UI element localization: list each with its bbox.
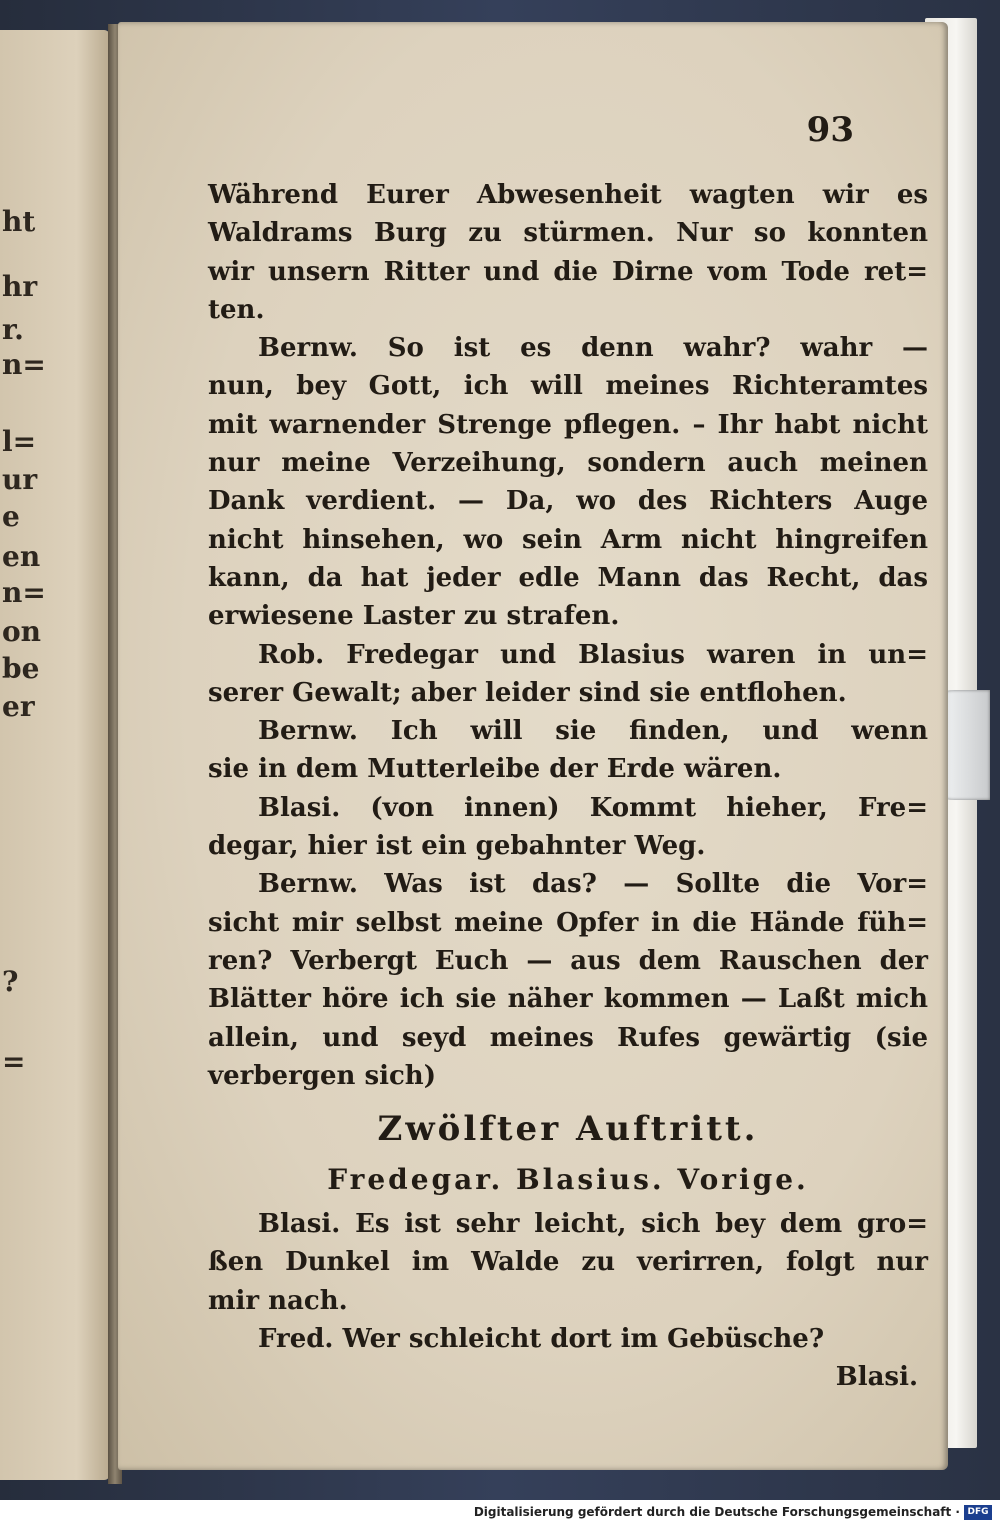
text-line: verbergen sich)	[208, 1060, 436, 1091]
text-line: kann, da hat jeder edle Mann das Recht, das	[208, 562, 928, 593]
funding-notice: Digitalisierung gefördert durch die Deutsche Forschungsgemeinschaft ·	[473, 1505, 960, 1519]
text-line: nur meine Verzeihung, sondern auch meinen	[208, 448, 928, 479]
text-line: mir nach.	[208, 1285, 348, 1316]
body-text	[208, 176, 928, 1397]
text-line: Während Eurer Abwesenheit wagten wir es	[208, 180, 928, 210]
text-line: Bernw. So ist es denn wahr? wahr —	[258, 333, 928, 364]
text-line: Rob. Fredegar und Blasius waren in un=	[258, 639, 928, 670]
margin-fragment: n=	[2, 348, 46, 381]
margin-fragment: on	[2, 615, 42, 648]
text-line: Waldrams Burg zu stürmen. Nur so konnten	[208, 218, 928, 249]
text-line: ßen Dunkel im Walde zu verirren, folgt nur	[208, 1247, 928, 1278]
margin-fragment: r.	[2, 313, 24, 346]
text-line: ren? Verbergt Euch — aus dem Rauschen der	[208, 945, 928, 976]
text-line: Blasi. Es ist sehr leicht, sich bey dem gro=	[258, 1209, 928, 1240]
margin-fragment: =	[2, 1045, 26, 1078]
margin-fragment: e	[2, 500, 20, 533]
margin-fragment: hr	[2, 270, 38, 303]
margin-fragment: ?	[2, 965, 19, 998]
catchword: Blasi.	[835, 1362, 918, 1393]
text-line: Bernw. Was ist das? — Sollte die Vor=	[258, 869, 928, 900]
text-line: nicht hinsehen, wo sein Arm nicht hingreifen	[208, 524, 928, 555]
scene-heading: Zwölfter Auftritt.	[377, 1109, 759, 1150]
text-line: nun, bey Gott, ich will meines Richteramtes	[208, 371, 928, 402]
margin-fragment: ur	[2, 463, 38, 496]
text-line: serer Gewalt; aber leider sind sie entflohen.	[208, 677, 847, 708]
dfg-logo: DFG	[964, 1505, 992, 1520]
text-line: ten.	[208, 294, 265, 325]
page-number: 93	[806, 110, 854, 150]
margin-fragment: n=	[2, 576, 46, 609]
margin-fragment: l=	[2, 425, 37, 458]
text-line: mit warnender Strenge pflegen. – Ihr habt nicht	[208, 409, 928, 440]
characters-line: Fredegar. Blasius. Vorige.	[327, 1163, 809, 1197]
left-page-edge	[0, 30, 110, 1480]
margin-fragment: er	[2, 690, 35, 723]
footer-bar	[0, 1500, 1000, 1526]
text-line: Fred. Wer schleicht dort im Gebüsche?	[258, 1324, 825, 1355]
text-line: Bernw. Ich will sie finden, und wenn	[258, 716, 928, 747]
text-line: sie in dem Mutterleibe der Erde wären.	[208, 754, 782, 785]
text-line: degar, hier ist ein gebahnter Weg.	[208, 831, 706, 862]
right-page	[118, 22, 948, 1470]
text-line: wir unsern Ritter und die Dirne vom Tode ret=	[208, 256, 928, 287]
margin-fragment: be	[2, 652, 40, 685]
text-line: Blasi. (von innen) Kommt hieher, Fre=	[258, 792, 928, 823]
text-line: allein, und seyd meines Rufes gewärtig (sie	[208, 1022, 928, 1053]
text-line: Blätter höre ich sie näher kommen — Laßt mich	[208, 984, 928, 1015]
margin-fragment: ht	[2, 205, 36, 238]
text-line: erwiesene Laster zu strafen.	[208, 601, 620, 632]
margin-fragment: en	[2, 540, 41, 573]
text-line: sicht mir selbst meine Opfer in die Hände füh=	[208, 907, 928, 938]
text-line: Dank verdient. — Da, wo des Richters Auge	[208, 486, 928, 517]
